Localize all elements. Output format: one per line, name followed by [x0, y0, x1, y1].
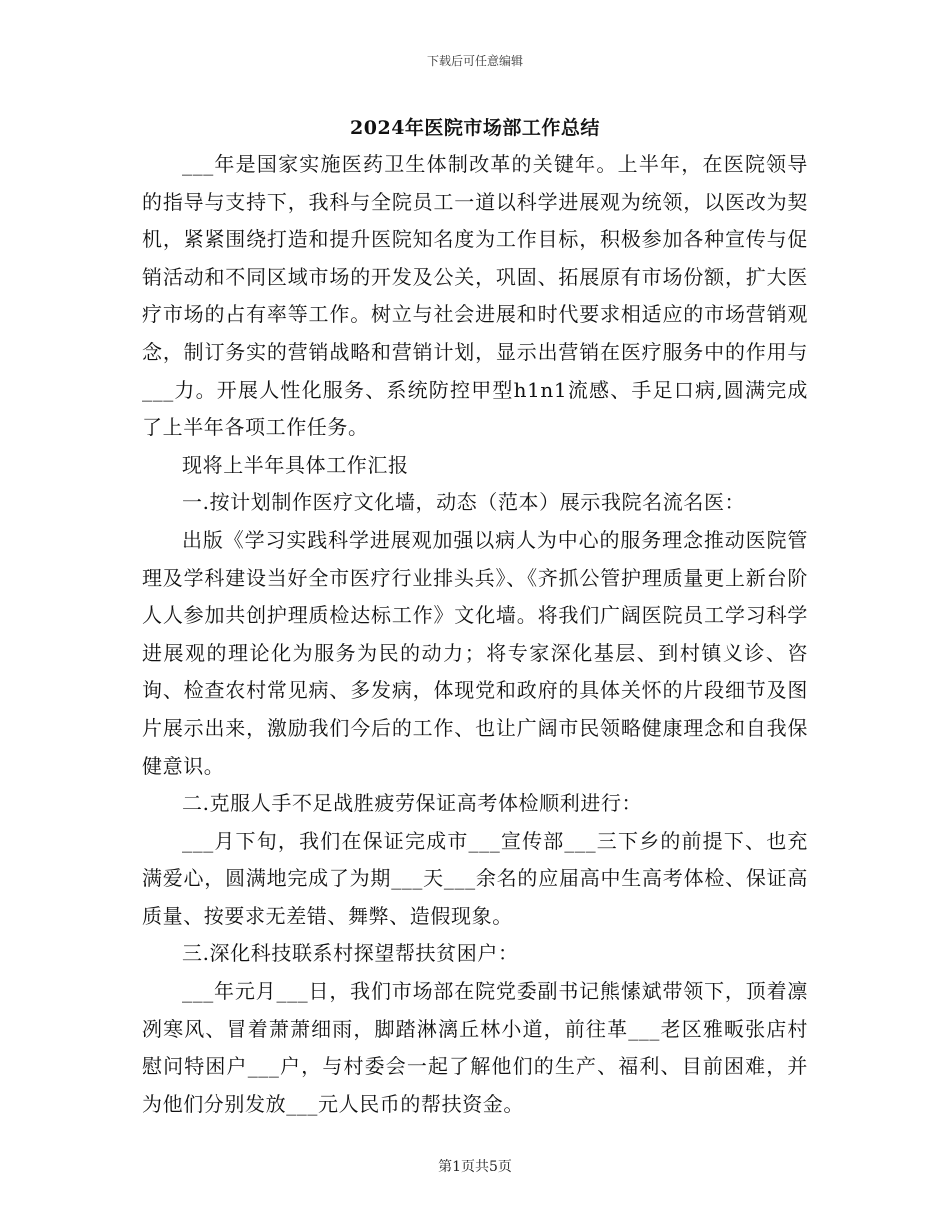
paragraph-section-1: 出版《学习实践科学进展观加强以病人为中心的服务理念推动医院管理及学科建设当好全市医疗行业排头兵》、《齐抓公管护理质量更上新台阶人人参加共创护理质检达标工作》文化墙。将我们广阔医院员工学习科学进展观的理论化为服务为民的动力；将专家深化基层、到村镇义诊、咨询、检查农村常见病、多发病，体现党和政府的具体关怀的片段细节及图片展示出来，激励我们今后的工作、也让广阔市民领略健康理念和自我保健意识。	[142, 527, 808, 778]
document-title: 2024年医院市场部工作总结	[350, 117, 600, 139]
paragraph-intro: ___年是国家实施医药卫生体制改革的关键年。上半年，在医院领导的指导与支持下，我科与全院员工一道以科学进展观为统领，以医改为契机，紧紧围绕打造和提升医院知名度为工作目标，积极参加各种宣传与促销活动和不同区域市场的开发及公关，巩固、拓展原有市场份额，扩大医疗市场的占有率等工作。树立与社会进展和时代要求相适应的市场营销观念，制订务实的营销战略和营销计划，显示出营销在医疗服务中的作用与___力。开展人性化服务、系统防控甲型h1n1流感、手足口病,圆满完成了上半年各项工作任务。	[142, 152, 808, 440]
document-body	[142, 146, 808, 1123]
section-heading-1: 一.按计划制作医疗文化墙，动态（范本）展示我院名流名医：	[182, 490, 746, 515]
section-heading-3: 三.深化科技联系村探望帮扶贫困户：	[182, 941, 519, 966]
page-number: 第1页共5页	[438, 1159, 512, 1175]
paragraph-section-2: ___月下旬，我们在保证完成市___宣传部___三下乡的前提下、也充满爱心，圆满地完成了为期___天___余名的应届高中生高考体检、保证高质量、按要求无差错、舞弊、造假现象。	[142, 828, 808, 928]
paragraph-section-3: ___年元月___日，我们市场部在院党委副书记熊愫斌带领下，顶着凛冽寒风、冒着萧萧细雨，脚踏淋漓丘林小道，前往革___老区雅畈张店村慰问特困户___户，与村委会一起了解他们的生产、福利、目前困难，并为他们分别发放___元人民币的帮扶资金。	[142, 979, 808, 1116]
paragraph-report-lead: 现将上半年具体工作汇报	[182, 452, 409, 477]
section-heading-2: 二.克服人手不足战胜疲劳保证高考体检顺利进行：	[182, 791, 643, 816]
page-header-note: 下载后可任意编辑	[426, 54, 523, 68]
